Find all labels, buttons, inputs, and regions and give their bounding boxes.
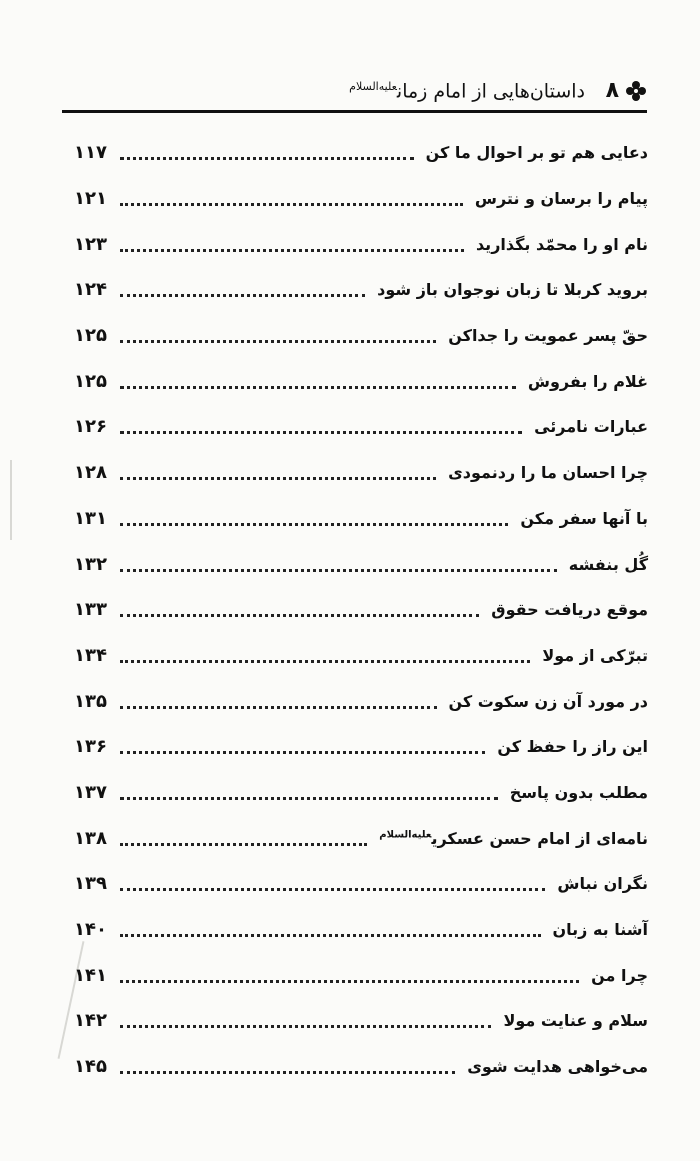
toc-entry bbox=[74, 633, 648, 679]
toc-entry-title bbox=[470, 235, 648, 254]
toc-entry-page: ۱۲۵ bbox=[74, 325, 107, 347]
toc-entry-title-text: حقّ پسر عمویت را جداکن bbox=[448, 326, 648, 346]
toc-entry-page: ۱۳۴ bbox=[74, 644, 107, 666]
dot-leader bbox=[120, 706, 437, 709]
dot-leader bbox=[120, 157, 414, 160]
toc-entry bbox=[74, 313, 648, 359]
toc-entry-title-text: نگران نباش bbox=[557, 874, 648, 894]
toc-entry bbox=[74, 952, 648, 998]
toc-entry bbox=[74, 724, 648, 770]
toc-entry-page: ۱۴۱ bbox=[74, 964, 107, 986]
toc-entry bbox=[74, 587, 648, 633]
toc-entry-title bbox=[373, 829, 648, 848]
toc-entry-title-text: چرا من bbox=[591, 965, 648, 985]
toc-entry-title bbox=[551, 874, 648, 893]
toc-entry-page: ۱۲۱ bbox=[74, 188, 107, 210]
toc-entry-title bbox=[420, 143, 648, 162]
toc-entry-title-text: گُل بنفشه bbox=[568, 554, 648, 574]
toc-entry-title-text: با آنها سفر مکن bbox=[520, 508, 648, 528]
toc-entry-title bbox=[504, 783, 648, 802]
header-title bbox=[349, 80, 585, 102]
running-header bbox=[62, 76, 647, 112]
toc-entry bbox=[74, 815, 648, 861]
table-of-contents bbox=[74, 130, 648, 1089]
toc-entry bbox=[74, 267, 648, 313]
toc-entry-title bbox=[563, 555, 648, 574]
toc-entry bbox=[74, 450, 648, 496]
dot-leader bbox=[120, 569, 557, 572]
toc-entry-page: ۱۴۲ bbox=[74, 1010, 107, 1032]
honorific-mark: عليه‌السلام bbox=[379, 829, 432, 841]
toc-entry-title-text: دعایی هم تو بر احوال ما کن bbox=[425, 143, 648, 163]
dot-leader bbox=[120, 294, 365, 297]
toc-entry-title bbox=[514, 509, 648, 528]
dot-leader bbox=[120, 477, 436, 480]
toc-entry-page: ۱۱۷ bbox=[74, 142, 107, 164]
toc-entry-page: ۱۲۸ bbox=[74, 462, 107, 484]
dot-leader bbox=[120, 614, 479, 617]
toc-entry-title bbox=[536, 646, 648, 665]
dot-leader bbox=[120, 660, 530, 663]
header-rule bbox=[62, 110, 647, 113]
toc-entry-title-text: آشنا به زبان bbox=[552, 920, 648, 940]
page-number-group bbox=[606, 78, 647, 103]
toc-entry bbox=[74, 496, 648, 542]
toc-entry-title bbox=[443, 692, 649, 711]
toc-entry-title bbox=[528, 417, 648, 436]
dot-leader bbox=[120, 934, 541, 937]
toc-entry bbox=[74, 770, 648, 816]
dot-leader bbox=[120, 1025, 491, 1028]
toc-entry-title bbox=[371, 280, 648, 299]
dot-leader bbox=[120, 888, 545, 891]
toc-entry-title-text: چرا احسان ما را ردنمودی bbox=[448, 463, 648, 483]
toc-entry-title bbox=[522, 372, 648, 391]
toc-entry-page: ۱۴۵ bbox=[74, 1056, 107, 1078]
toc-entry-title-text: این راز را حفظ کن bbox=[497, 737, 648, 757]
toc-entry bbox=[74, 678, 648, 724]
toc-entry-title-text: غلام را بفروش bbox=[527, 371, 648, 391]
dot-leader bbox=[120, 843, 367, 846]
toc-entry-title bbox=[442, 463, 648, 482]
toc-entry-title bbox=[491, 737, 648, 756]
dot-leader bbox=[120, 751, 485, 754]
toc-entry-title bbox=[442, 326, 648, 345]
dot-leader bbox=[120, 1071, 455, 1074]
dot-leader bbox=[120, 797, 498, 800]
toc-entry-page: ۱۲۳ bbox=[74, 233, 107, 255]
toc-entry-title-text: بروید کربلا تا زبان نوجوان باز شود bbox=[377, 280, 648, 300]
toc-entry-title-text: عبارات نامرئی bbox=[534, 417, 648, 437]
toc-entry-title bbox=[497, 1011, 648, 1030]
toc-entry-page: ۱۳۵ bbox=[74, 690, 107, 712]
toc-entry bbox=[74, 358, 648, 404]
toc-entry-title-text: سلام و عنایت مولا bbox=[503, 1011, 648, 1031]
toc-entry bbox=[74, 1044, 648, 1090]
toc-entry bbox=[74, 861, 648, 907]
toc-entry-title bbox=[585, 966, 648, 985]
page-number: ۸ bbox=[605, 78, 619, 103]
dot-leader bbox=[120, 203, 463, 206]
dot-leader bbox=[120, 431, 522, 434]
dot-leader bbox=[120, 249, 464, 252]
flower-icon bbox=[625, 80, 647, 102]
toc-entry-title-text: نام او را محمّد بگذارید bbox=[475, 234, 648, 254]
toc-entry-title-text: پیام را برسان و نترس bbox=[474, 189, 648, 209]
dot-leader bbox=[120, 523, 508, 526]
header-title-text: داستان‌هایی از امام زمان bbox=[396, 80, 585, 103]
toc-entry-title bbox=[469, 189, 648, 208]
toc-entry bbox=[74, 541, 648, 587]
toc-entry-page: ۱۳۹ bbox=[74, 873, 107, 895]
toc-entry-title bbox=[461, 1057, 648, 1076]
toc-entry-title bbox=[485, 600, 648, 619]
toc-entry bbox=[74, 221, 648, 267]
toc-entry-page: ۱۳۶ bbox=[74, 736, 107, 758]
toc-entry-page: ۱۲۴ bbox=[74, 279, 107, 301]
toc-entry-page: ۱۲۶ bbox=[74, 416, 107, 438]
toc-entry-page: ۱۴۰ bbox=[74, 919, 107, 941]
dot-leader bbox=[120, 386, 516, 389]
dot-leader bbox=[120, 980, 579, 983]
toc-entry-page: ۱۳۸ bbox=[74, 827, 107, 849]
dot-leader bbox=[120, 340, 436, 343]
toc-entry bbox=[74, 998, 648, 1044]
toc-entry-title-text: در مورد آن زن سکوت کن bbox=[448, 691, 648, 711]
toc-entry-page: ۱۳۳ bbox=[74, 599, 107, 621]
toc-entry bbox=[74, 404, 648, 450]
toc-entry-title-text: می‌خواهی هدایت شوی bbox=[467, 1057, 648, 1077]
toc-entry-page: ۱۳۷ bbox=[74, 781, 107, 803]
toc-entry-title-text: مطلب بدون پاسخ bbox=[509, 782, 648, 802]
toc-entry-page: ۱۲۵ bbox=[74, 370, 107, 392]
toc-entry bbox=[74, 130, 648, 176]
toc-entry-title-text: تبرّکی از مولا bbox=[542, 645, 648, 665]
toc-entry-page: ۱۳۲ bbox=[74, 553, 107, 575]
scan-edge-mark bbox=[10, 460, 12, 540]
toc-entry-title-text: نامه‌ای از امام حسن عسکری bbox=[431, 828, 648, 848]
toc-entry bbox=[74, 176, 648, 222]
toc-entry-page: ۱۳۱ bbox=[74, 507, 107, 529]
toc-entry bbox=[74, 907, 648, 953]
honorific-mark: عليه‌السلام bbox=[349, 80, 397, 93]
toc-entry-title bbox=[547, 920, 649, 939]
toc-entry-title-text: موقع دریافت حقوق bbox=[491, 600, 648, 620]
